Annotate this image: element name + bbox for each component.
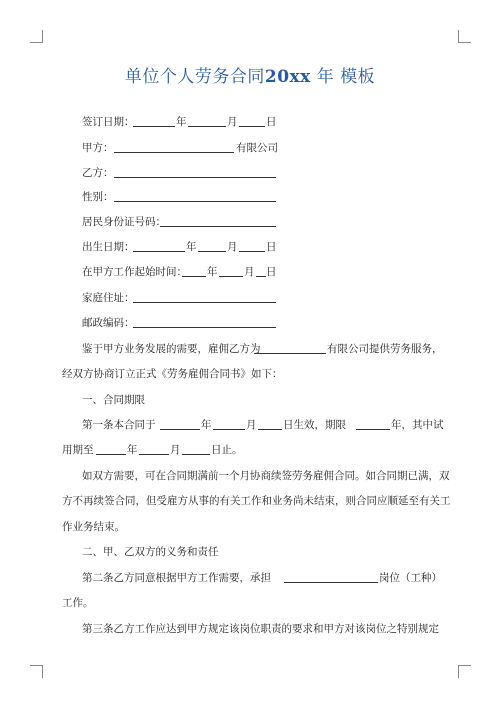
probation-year-blank[interactable] bbox=[96, 443, 126, 455]
postal-code-label: 邮政编码： bbox=[82, 317, 135, 329]
gender-label: 性别： bbox=[82, 191, 114, 203]
probation-month: 月 bbox=[170, 444, 181, 456]
work-start-month-blank[interactable] bbox=[219, 265, 243, 277]
birth-day: 日 bbox=[266, 241, 277, 253]
paragraph-preamble-line-1 bbox=[0, 339, 500, 359]
party-a-label: 甲方： bbox=[82, 142, 114, 154]
sign-date-year: 年 bbox=[176, 116, 187, 128]
crop-mark-bottom-right bbox=[458, 665, 471, 678]
field-address bbox=[0, 288, 500, 308]
probation-year: 年 bbox=[127, 444, 138, 456]
work-start-day: 日 bbox=[266, 266, 277, 278]
article-1-line-1 bbox=[0, 415, 500, 435]
gender-blank[interactable] bbox=[114, 190, 276, 202]
field-gender bbox=[0, 187, 500, 207]
article-1-text-a: 第一条本合同于 bbox=[82, 419, 156, 431]
paragraph-renewal-line-3 bbox=[0, 517, 500, 537]
birth-year: 年 bbox=[186, 241, 197, 253]
postal-code-blank[interactable] bbox=[133, 316, 276, 328]
id-number-blank[interactable] bbox=[160, 215, 276, 227]
section-heading-duties bbox=[0, 542, 500, 562]
article-2-text-c: 工作。 bbox=[62, 597, 94, 609]
birth-date-label: 出生日期： bbox=[82, 241, 135, 253]
renewal-text-1: 如双方需要，可在合同期满前一个月协商续签劳务雇佣合同。如合同期已满，双 bbox=[82, 470, 450, 482]
preamble-text-a: 鉴于甲方业务发展的需要，雇佣乙方为 bbox=[82, 343, 261, 355]
probation-day-blank[interactable] bbox=[182, 443, 210, 455]
renewal-text-3: 作业务结束。 bbox=[62, 521, 125, 533]
probation-end: 日止。 bbox=[211, 444, 243, 456]
field-birth-date bbox=[0, 237, 500, 257]
crop-mark-top-right bbox=[458, 30, 471, 43]
field-party-a bbox=[0, 138, 500, 158]
sign-date-year-blank[interactable] bbox=[133, 115, 175, 127]
work-start-year-blank[interactable] bbox=[182, 265, 206, 277]
title-year-number: 20xx bbox=[264, 67, 311, 87]
work-start-month: 月 bbox=[244, 266, 255, 278]
preamble-text-b: 有限公司提供劳务服务， bbox=[327, 343, 443, 355]
crop-mark-bottom-left bbox=[30, 665, 43, 678]
birth-month: 月 bbox=[227, 241, 238, 253]
sign-date-month-blank[interactable] bbox=[188, 115, 226, 127]
article-3-text: 第三条乙方工作应达到甲方规定该岗位职责的要求和甲方对该岗位之特别规定 bbox=[82, 623, 439, 635]
id-number-label: 居民身份证号码： bbox=[82, 216, 166, 228]
article-1-year-blank[interactable] bbox=[160, 418, 200, 430]
article-2-post-blank[interactable] bbox=[284, 571, 378, 583]
section-heading-term bbox=[0, 390, 500, 410]
work-start-label: 在甲方工作起始时间： bbox=[82, 266, 187, 278]
sign-date-label: 签订日期： bbox=[82, 116, 135, 128]
article-1-period-blank[interactable] bbox=[356, 418, 390, 430]
paragraph-preamble-line-2 bbox=[0, 364, 500, 384]
renewal-text-2: 方不再续签合同，但受雇方从事的有关工作和业务尚未结束，则合同应顺延至有关工 bbox=[62, 495, 451, 507]
address-blank[interactable] bbox=[133, 291, 276, 303]
birth-day-blank[interactable] bbox=[239, 240, 265, 252]
article-1-text-d: 年，其中试 bbox=[391, 419, 444, 431]
field-work-start bbox=[0, 262, 500, 282]
paragraph-renewal-line-1 bbox=[0, 466, 500, 486]
party-a-blank[interactable] bbox=[114, 141, 234, 153]
field-postal-code bbox=[0, 313, 500, 333]
crop-mark-top-left bbox=[30, 30, 43, 43]
field-party-b bbox=[0, 163, 500, 183]
title-suffix: 年 模板 bbox=[316, 67, 376, 87]
birth-year-blank[interactable] bbox=[133, 240, 185, 252]
paragraph-renewal-line-2 bbox=[0, 491, 500, 511]
section-1-title: 一、合同期限 bbox=[82, 394, 145, 406]
field-sign-date bbox=[0, 112, 500, 132]
title-main: 单位个人劳务合同 bbox=[124, 67, 265, 87]
sign-date-day-blank[interactable] bbox=[239, 115, 265, 127]
document-title bbox=[0, 62, 500, 87]
work-start-day-blank[interactable] bbox=[256, 265, 266, 277]
article-1-month: 月 bbox=[246, 419, 257, 431]
field-id-number bbox=[0, 212, 500, 232]
party-b-label: 乙方： bbox=[82, 167, 114, 179]
preamble-company-blank[interactable] bbox=[254, 342, 326, 354]
article-1-year: 年 bbox=[201, 419, 212, 431]
article-2-text-b: 岗位（工种） bbox=[379, 572, 442, 584]
birth-month-blank[interactable] bbox=[198, 240, 226, 252]
article-1-month-blank[interactable] bbox=[213, 418, 245, 430]
article-1-day-blank[interactable] bbox=[258, 418, 282, 430]
probation-month-blank[interactable] bbox=[139, 443, 169, 455]
article-3-line-1 bbox=[0, 619, 500, 639]
party-a-suffix: 有限公司 bbox=[236, 142, 278, 154]
section-2-title: 二、甲、乙双方的义务和责任 bbox=[82, 546, 219, 558]
article-1-line-2 bbox=[0, 440, 500, 460]
party-b-blank[interactable] bbox=[114, 166, 276, 178]
sign-date-month: 月 bbox=[227, 116, 238, 128]
article-1-text-c: 日生效，期限 bbox=[283, 419, 346, 431]
preamble-text-c: 经双方协商订立正式《劳务雇佣合同书》如下： bbox=[62, 368, 283, 380]
article-2-line-1 bbox=[0, 568, 500, 588]
address-label: 家庭住址： bbox=[82, 292, 135, 304]
work-start-year: 年 bbox=[207, 266, 218, 278]
article-2-text-a: 第二条乙方同意根据甲方工作需要，承担 bbox=[82, 572, 271, 584]
article-1-text-e: 用期至 bbox=[62, 444, 94, 456]
sign-date-day: 日 bbox=[266, 116, 277, 128]
article-2-line-2 bbox=[0, 593, 500, 613]
